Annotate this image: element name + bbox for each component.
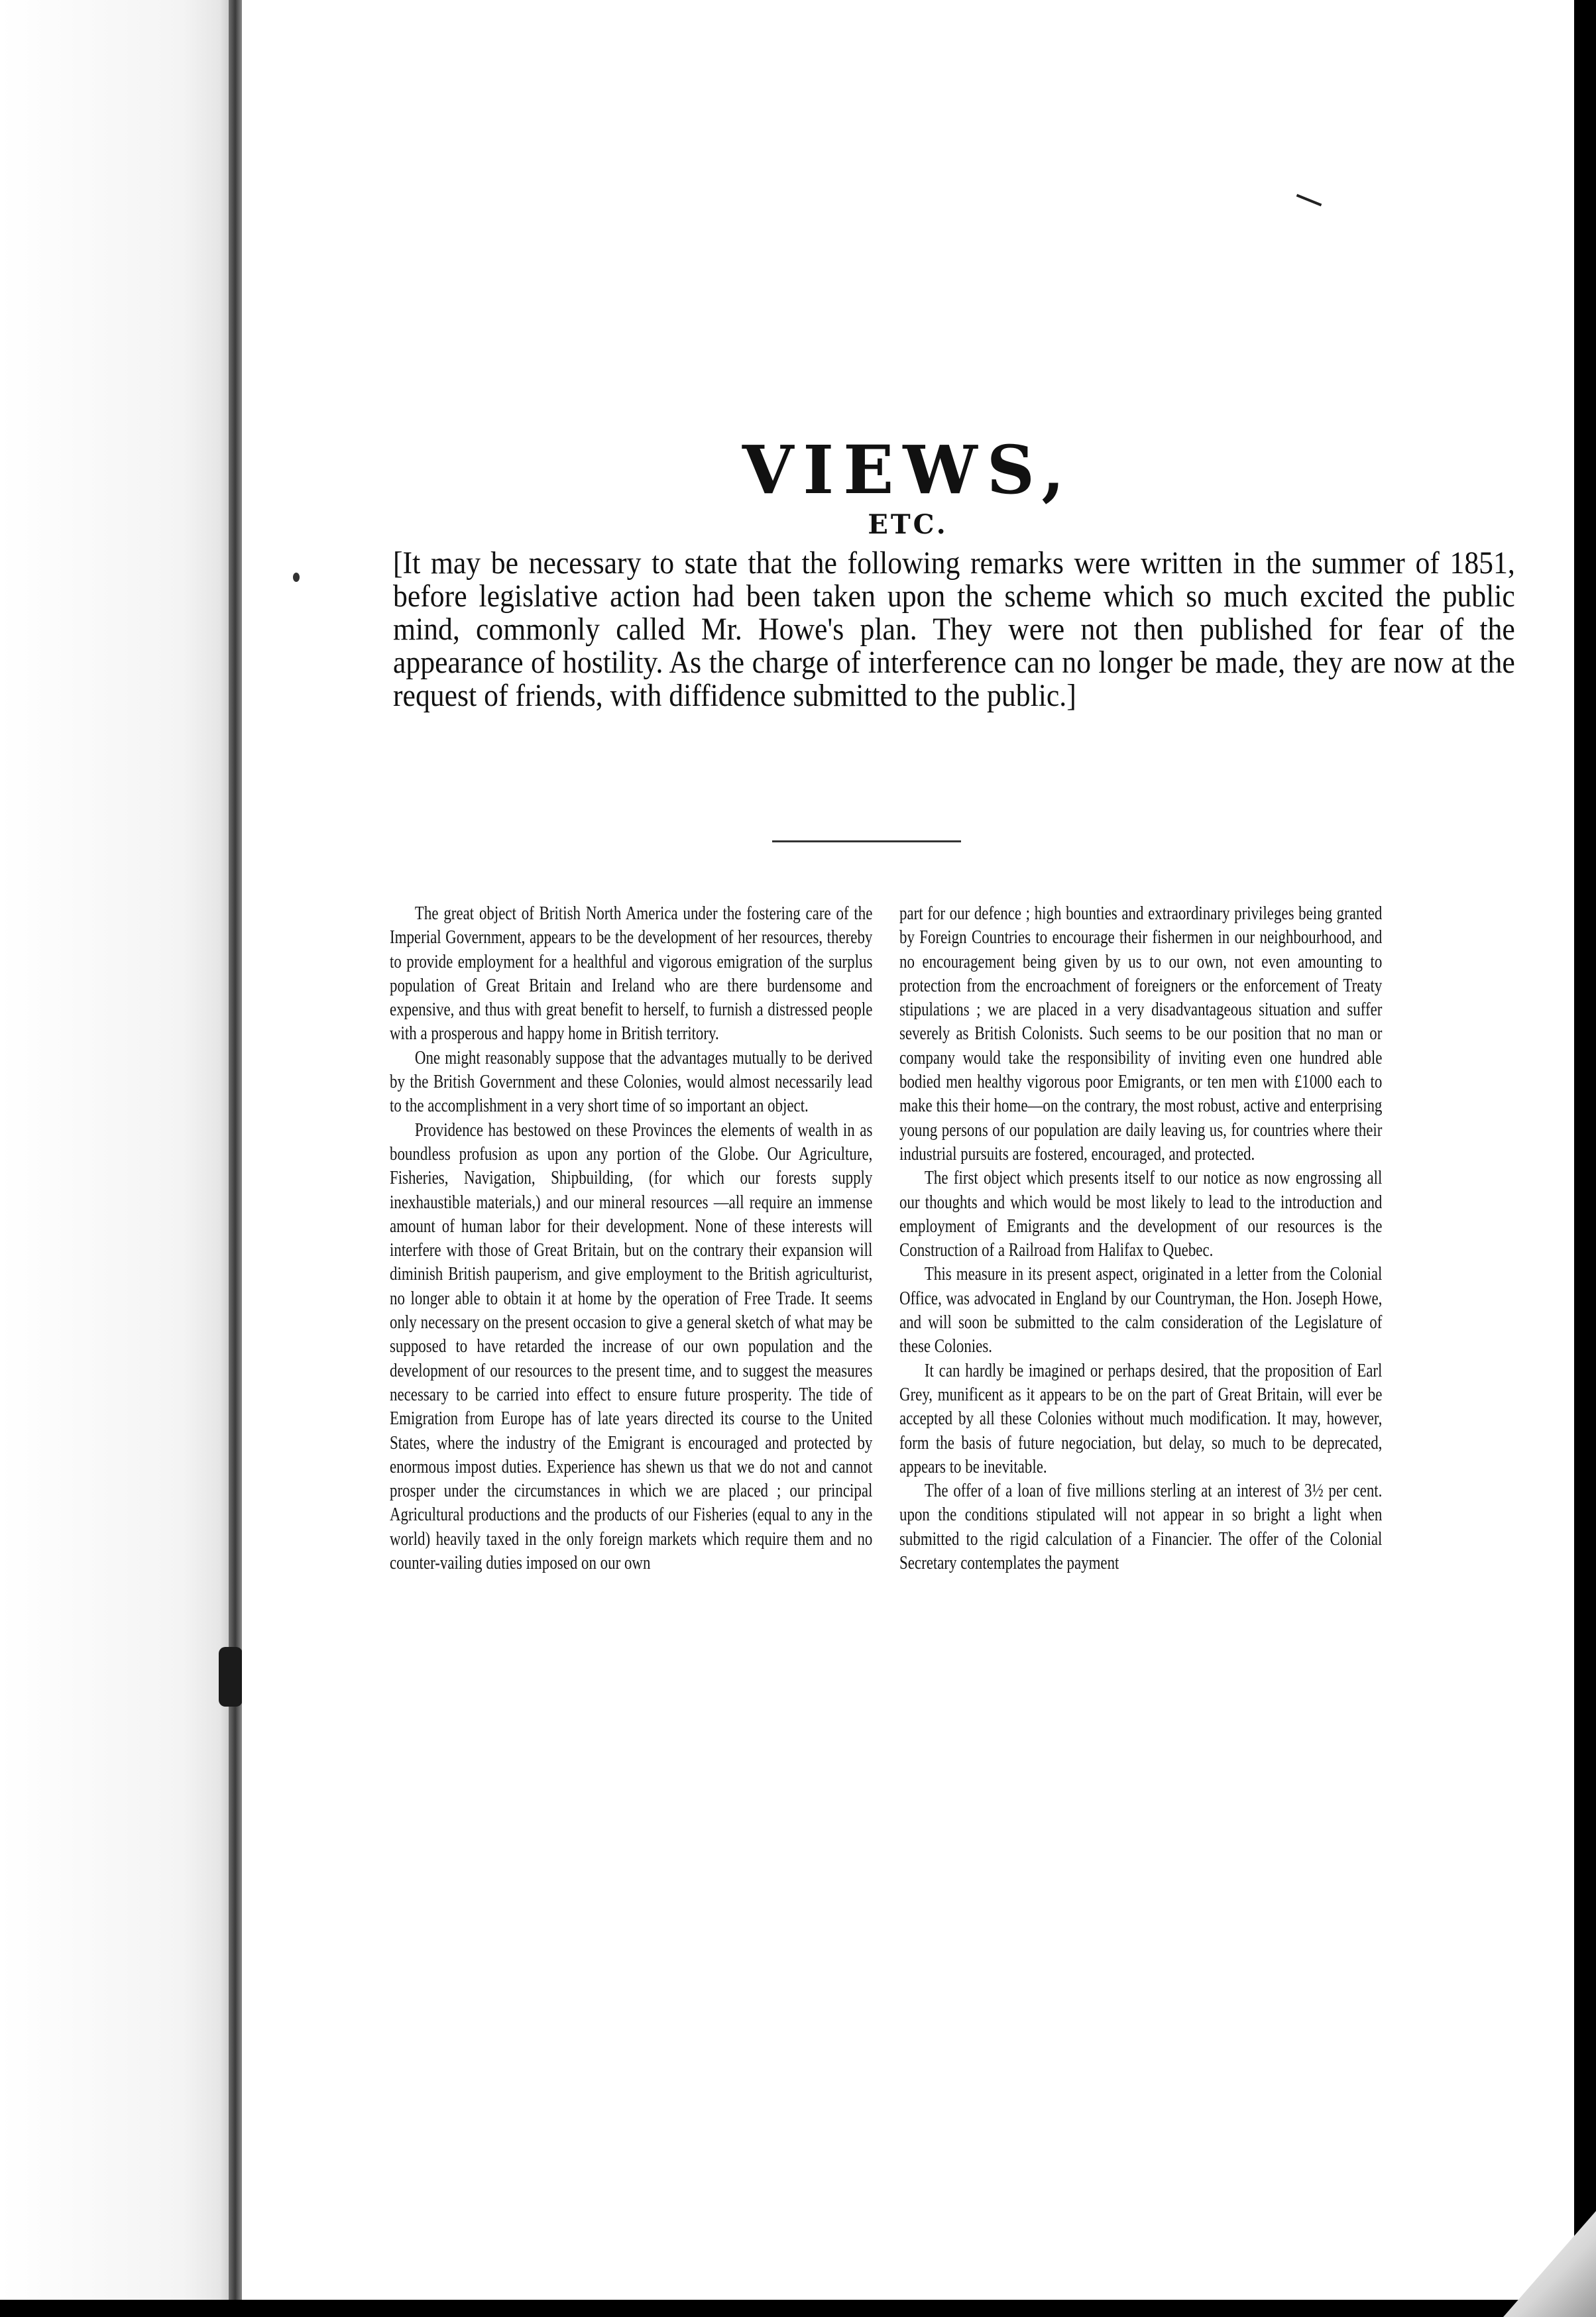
- scan-border-bottom: [0, 2300, 1596, 2317]
- binding-gutter: [229, 0, 242, 2317]
- preface-paragraph: [It may be necessary to state that the following remarks were written in the summer of 1851, before legislative action had been taken upon the scheme which so much excited the public mind, commonly called Mr. Howe's plan. They were not then published for fear of the appearance of hostility. As the charge of interference can no longer be made, they are now at the request of friends, with diffidence submitted to the public.]: [393, 546, 1515, 713]
- body-paragraph: part for our defence ; high bounties and extraordinary privileges being granted by Foreign Countries to encourage their fishermen in our neighbourhood, and no encouragement being given by us to our own, not even amounting to protection from the encroachment of foreigners or the enforcement of Treaty stipulations ; we are placed in a very disadvantageous situation and suffer severely as British Colonists. Such seems to be our position that no man or company would take the responsibility of inviting even one hundred able bodied men healthy vigorous poor Emigrants, or ten men with £1000 each to make this their home—on the contrary, the most robust, active and enterprising young persons of our population are daily leaving us, for countries where their industrial pursuits are fostered, encouraged, and protected.: [899, 903, 1383, 1164]
- facing-page-edge: [0, 0, 229, 2317]
- document-page: [242, 0, 1574, 2300]
- binding-clip: [219, 1647, 243, 1707]
- text-column-right: [899, 901, 1382, 1575]
- body-paragraph: One might reasonably suppose that the advantages mutually to be derived by the British Government and these Colonies, would almost necessarily lead to the accomplishment in a very short time of so important an object.: [390, 1046, 873, 1117]
- body-paragraph: Providence has bestowed on these Provinces the elements of wealth in as boundless profusion as upon any portion of the Globe. Our Agriculture, Fisheries, Navigation, Shipbuilding, (for which our forests supply inexhaustible materials,) and our mineral resources —all require an immense amount of human labor for their development. None of these interests will interfere with those of Great Britain, but on the contrary their expansion will diminish British pauperism, and give employment to the British agriculturist, no longer able to obtain it at home by the operation of Free Trade. It seems only necessary on the present occasion to give a general sketch of what may be supposed to have retarded the increase of our own population and the development of our resources to the present time, and to suggest the measures necessary to be carried into effect to ensure future prosperity. The tide of Emigration from Europe has of late years directed its course to the United States, where the industry of the Emigrant is encouraged and protected by enormous impost duties. Experience has shewn us that we do not and cannot prosper under the circumstances in which we are placed ; our principal Agricultural productions and the products of our Fisheries (equal to any in the world) heavily taxed in the only foreign markets which require them and no counter-vailing duties imposed on our own: [390, 1119, 873, 1574]
- text-column-left: [390, 901, 872, 1575]
- body-paragraph: The great object of British North America under the fostering care of the Imperial Government, appears to be the development of her resources, thereby to provide employment for a healthful and vigorous emigration of the surplus population of Great Britain and Ireland who are there burdensome and expensive, and thus with great benefit to herself, to furnish a distressed people with a prosperous and happy home in British territory.: [390, 903, 873, 1045]
- page-title: VIEWS,: [742, 431, 1074, 509]
- section-divider: [772, 840, 961, 842]
- scan-border-right: [1574, 0, 1596, 2317]
- body-paragraph: The first object which presents itself to our notice as now engrossing all our thoughts and which would be most likely to lead to the introduction and employment of Emigrants and the development of our resources is the Construction of a Railroad from Halifax to Quebec.: [899, 1167, 1383, 1261]
- body-paragraph: It can hardly be imagined or perhaps desired, that the proposition of Earl Grey, munificent as it appears to be on the part of Great Britain, will ever be accepted by all these Colonies without much modification. It may, however, form the basis of future negociation, but delay, so much to be deprecated, appears to be inevitable.: [899, 1359, 1383, 1477]
- page-subtitle: ETC.: [868, 509, 948, 540]
- body-paragraph: This measure in its present aspect, originated in a letter from the Colonial Office, was advocated in England by our Countryman, the Hon. Joseph Howe, and will soon be submitted to the calm consideration of the Legislature of these Colonies.: [899, 1263, 1383, 1357]
- body-paragraph: The offer of a loan of five millions sterling at an interest of 3½ per cent. upon the conditions stipulated will not appear in so bright a light when submitted to the rigid calculation of a Financier. The offer of the Colonial Secretary contemplates the payment: [899, 1480, 1383, 1574]
- margin-mark: [293, 573, 300, 582]
